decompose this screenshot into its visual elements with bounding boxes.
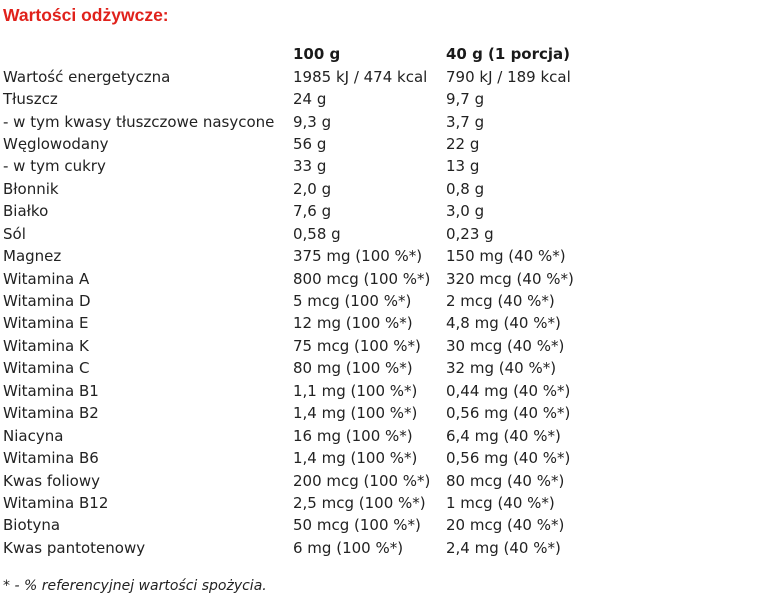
table-row xyxy=(3,88,626,110)
nutrition-table xyxy=(3,43,626,559)
nutrient-name: Wartość energetyczna xyxy=(3,67,171,86)
table-row xyxy=(3,447,626,469)
value-per-100g: 12 mg (100 %*) xyxy=(293,314,413,333)
nutrient-name: - w tym cukry xyxy=(3,157,106,176)
nutrient-name: Witamina B12 xyxy=(3,493,109,512)
nutrient-name: Kwas pantotenowy xyxy=(3,538,146,557)
nutrient-name: Tłuszcz xyxy=(3,90,58,109)
value-per-portion: 150 mg (40 %*) xyxy=(446,247,566,266)
nutrient-name: Kwas foliowy xyxy=(3,471,100,490)
value-per-100g: 200 mcg (100 %*) xyxy=(293,471,431,490)
value-per-portion: 9,7 g xyxy=(446,90,485,109)
value-per-portion: 320 mcg (40 %*) xyxy=(446,269,574,288)
value-per-portion: 80 mcg (40 %*) xyxy=(446,471,565,490)
table-row xyxy=(3,65,626,87)
table-row xyxy=(3,267,626,289)
nutrient-name: Witamina B6 xyxy=(3,449,99,468)
table-row xyxy=(3,469,626,491)
nutrient-name: Witamina A xyxy=(3,269,90,288)
nutrient-name: Witamina D xyxy=(3,292,91,311)
value-per-portion: 0,56 mg (40 %*) xyxy=(446,404,571,423)
value-per-100g: 80 mg (100 %*) xyxy=(293,359,413,378)
value-per-100g: 1,4 mg (100 %*) xyxy=(293,404,418,423)
header-per-100g: 100 g xyxy=(293,45,341,64)
value-per-100g: 50 mcg (100 %*) xyxy=(293,516,421,535)
value-per-portion: 13 g xyxy=(446,157,480,176)
header-nutrient xyxy=(3,43,293,65)
value-per-100g: 2,5 mcg (100 %*) xyxy=(293,493,426,512)
value-per-100g: 9,3 g xyxy=(293,112,332,131)
value-per-100g: 6 mg (100 %*) xyxy=(293,538,404,557)
nutrient-name: Witamina K xyxy=(3,336,89,355)
nutrient-name: Białko xyxy=(3,202,49,221)
table-body xyxy=(3,65,626,559)
nutrient-name: Biotyna xyxy=(3,516,61,535)
value-per-portion: 2 mcg (40 %*) xyxy=(446,292,555,311)
table-row xyxy=(3,178,626,200)
table-row xyxy=(3,245,626,267)
value-per-portion: 6,4 mg (40 %*) xyxy=(446,426,561,445)
table-row xyxy=(3,133,626,155)
value-per-100g: 375 mg (100 %*) xyxy=(293,247,423,266)
value-per-100g: 1,1 mg (100 %*) xyxy=(293,381,418,400)
table-row xyxy=(3,290,626,312)
value-per-100g: 24 g xyxy=(293,90,327,109)
value-per-portion: 4,8 mg (40 %*) xyxy=(446,314,561,333)
value-per-100g: 56 g xyxy=(293,134,327,153)
table-row xyxy=(3,380,626,402)
value-per-portion: 0,8 g xyxy=(446,179,485,198)
nutrient-name: - w tym kwasy tłuszczowe nasycone xyxy=(3,112,275,131)
nutrient-name: Niacyna xyxy=(3,426,64,445)
value-per-100g: 0,58 g xyxy=(293,224,341,243)
value-per-portion: 0,44 mg (40 %*) xyxy=(446,381,571,400)
table-row xyxy=(3,223,626,245)
value-per-portion: 32 mg (40 %*) xyxy=(446,359,557,378)
footnote: * - % referencyjnej wartości spożycia. xyxy=(3,578,267,594)
value-per-100g: 2,0 g xyxy=(293,179,332,198)
value-per-100g: 7,6 g xyxy=(293,202,332,221)
value-per-100g: 16 mg (100 %*) xyxy=(293,426,413,445)
table-header-row xyxy=(3,43,626,65)
nutrient-name: Witamina C xyxy=(3,359,90,378)
table-row xyxy=(3,335,626,357)
table-row xyxy=(3,155,626,177)
value-per-100g: 75 mcg (100 %*) xyxy=(293,336,421,355)
value-per-100g: 33 g xyxy=(293,157,327,176)
value-per-portion: 790 kJ / 189 kcal xyxy=(446,67,571,86)
table-row xyxy=(3,492,626,514)
nutrient-name: Błonnik xyxy=(3,179,59,198)
table-row xyxy=(3,110,626,132)
nutrient-name: Witamina B1 xyxy=(3,381,99,400)
value-per-portion: 20 mcg (40 %*) xyxy=(446,516,565,535)
value-per-portion: 2,4 mg (40 %*) xyxy=(446,538,561,557)
nutrition-heading: Wartości odżywcze: xyxy=(3,5,169,25)
value-per-portion: 22 g xyxy=(446,134,480,153)
table-row xyxy=(3,402,626,424)
value-per-portion: 0,56 mg (40 %*) xyxy=(446,449,571,468)
table-row xyxy=(3,357,626,379)
value-per-100g: 800 mcg (100 %*) xyxy=(293,269,431,288)
value-per-portion: 3,7 g xyxy=(446,112,485,131)
value-per-100g: 1985 kJ / 474 kcal xyxy=(293,67,428,86)
value-per-portion: 3,0 g xyxy=(446,202,485,221)
value-per-portion: 1 mcg (40 %*) xyxy=(446,493,555,512)
nutrient-name: Węglowodany xyxy=(3,134,109,153)
nutrient-name: Witamina E xyxy=(3,314,89,333)
value-per-100g: 5 mcg (100 %*) xyxy=(293,292,412,311)
table-row xyxy=(3,312,626,334)
nutrient-name: Sól xyxy=(3,224,26,243)
table-row xyxy=(3,424,626,446)
nutrient-name: Witamina B2 xyxy=(3,404,99,423)
table-row xyxy=(3,514,626,536)
header-per-portion: 40 g (1 porcja) xyxy=(446,45,571,64)
table-row xyxy=(3,200,626,222)
nutrient-name: Magnez xyxy=(3,247,62,266)
value-per-portion: 0,23 g xyxy=(446,224,494,243)
value-per-100g: 1,4 mg (100 %*) xyxy=(293,449,418,468)
value-per-portion: 30 mcg (40 %*) xyxy=(446,336,565,355)
table-row xyxy=(3,537,626,559)
